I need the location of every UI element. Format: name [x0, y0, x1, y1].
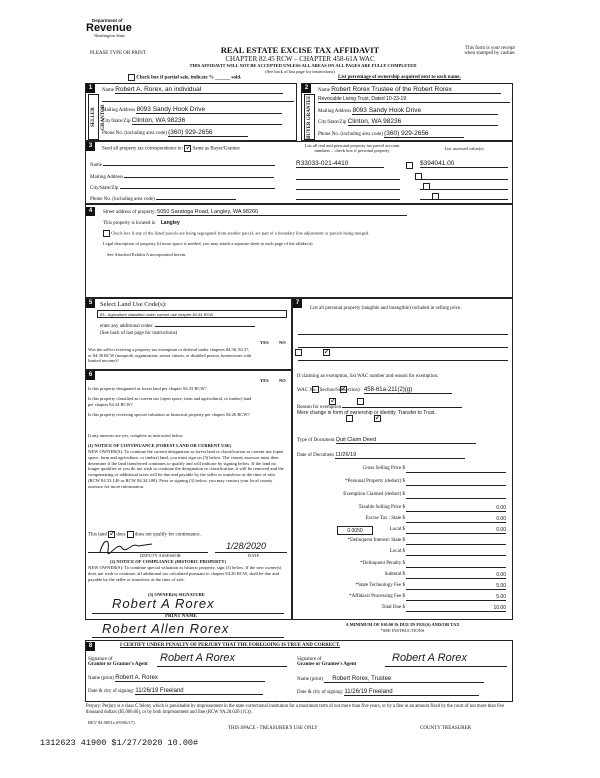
legal-desc-value[interactable]: See Attached Exhibit A incorporated herein. — [107, 252, 187, 257]
parcel-field-4[interactable] — [296, 193, 400, 200]
subtotal-value[interactable]: 0.00 — [406, 572, 506, 579]
grantor-signature[interactable]: Robert A Rorex — [160, 652, 235, 664]
rev-number: REV 84 0001a (09/06/17) — [88, 720, 135, 725]
notice1-text: NEW OWNER(S): To continue the current designation as forest land or classification as current use (open space, farm and agriculture, or timber) land, you must sign on (3) below. The county assessor must then determine if the land transferred continues to qualify and will indicate by signing below. If the land no longer qualifies or you do not wish to continue the designation or classification, it will be removed and the compensating or additional taxes will be due and payable by the seller or transferor at the time of sale. (RCW 84.33.140 or RCW 84.34.108). Prior to signing (3) below, you may contact your local county assessor for more information. — [88, 449, 284, 489]
section-4-badge: 4 — [86, 207, 95, 216]
form-notice: THIS AFFIDAVIT WILL NOT BE ACCEPTED UNLESS ALL AREAS ON ALL PAGES ARE FULLY COMPLETED — [189, 63, 417, 68]
segregated-row — [103, 230, 508, 237]
assessed-field-1[interactable]: $394041.00 — [420, 160, 508, 168]
tax-row-0-label: Gross Selling Price $ — [362, 466, 405, 471]
recording-stamp: 1312623 41900 $1/27/2020 10.00# — [40, 738, 199, 748]
seller-mailing-label: Mailing Address — [102, 108, 136, 113]
local-value[interactable]: 0.00 — [406, 527, 506, 534]
section-8-badge: 8 — [86, 642, 95, 651]
grantee-name-label: Name (print) — [297, 677, 323, 682]
partial-sale-checkbox[interactable] — [128, 74, 135, 81]
treasurer-use: THIS SPACE - TREASURER'S USE ONLY — [228, 726, 318, 731]
s3-mailing-field[interactable] — [124, 172, 274, 178]
grantee-sig-label-2: Grantee or Grantee's Agent — [297, 662, 357, 667]
s3-name-label: Name — [90, 163, 102, 168]
same-as-label: Same as Buyer/Grantee — [192, 146, 240, 152]
s3-phone-label: Phone No. (including area code) — [90, 197, 155, 202]
s6-q3: Is this property receiving special valuation as historical property per chapter 84.26 RCW? — [88, 412, 250, 417]
s3-phone-row — [90, 194, 288, 202]
additional-codes-row — [100, 321, 285, 329]
subtotal-label: Subtotal $ — [384, 572, 405, 577]
assessed-field-4[interactable] — [420, 193, 508, 200]
buyer-tab: BUYER GRANTEE — [304, 94, 315, 140]
seller-name-row — [102, 86, 294, 94]
buyer-mailing-row — [318, 107, 510, 115]
parcel-field-1[interactable]: R33033-021-4410 — [296, 160, 384, 168]
this-land-label: This land — [88, 532, 107, 538]
located-field[interactable]: Langley — [160, 220, 180, 226]
personal-line-1[interactable] — [298, 334, 508, 335]
section-7-badge: 7 — [293, 299, 302, 308]
parcel-header-line2: numbers – check box if personal property — [314, 148, 390, 153]
print-name-value[interactable]: Robert Allen Rorex — [102, 621, 230, 636]
grantor-sig-label-2: Grantor or Grantor's Agent — [88, 662, 148, 667]
notice2-title: (2) NOTICE OF COMPLIANCE (HISTORIC PROPERTY) — [110, 559, 226, 564]
notice2-text: NEW OWNER(S): To continue special valuation as historic property, sign (3) below. If the new owner(s) does not wish to continue, all additional tax calculated pursuant to chapter 84.26 RCW, shall be due and payable by the seller or transferor at the time of sale. — [88, 565, 282, 582]
qualify-label: qualify for continuance. — [152, 532, 201, 538]
s3-city-label: City/State/Zip — [90, 186, 119, 191]
minimum-notice: A MINIMUM OF $10.00 IS DUE IN FEE(S) AND/OR TAX — [345, 622, 460, 627]
tax-row-1-value[interactable] — [406, 479, 506, 486]
s5-no-header: NO — [279, 340, 286, 345]
s3-mailing-row — [90, 172, 288, 180]
additional-codes-label: enter any additional codes: — [100, 324, 154, 329]
grantor-name-row — [88, 675, 288, 682]
buyer-phone-label: Phone No. (including area code) — [318, 132, 383, 137]
grantee-sig-label-1: Signature of — [297, 657, 322, 662]
s3-name-row — [90, 160, 288, 168]
receipt-line1: This form is your receipt — [465, 46, 515, 51]
personal-line-2[interactable] — [298, 347, 508, 348]
located-label: This property is located in — [103, 221, 156, 226]
tax-row-3-label: Taxable Selling Price $ — [358, 505, 405, 510]
street-row — [103, 209, 503, 216]
owner-signature[interactable]: Robert A Rorex — [112, 596, 215, 611]
form-title: REAL ESTATE EXCISE TAX AFFIDAVIT — [220, 45, 380, 55]
tax-row-3-value[interactable]: 0.00 — [406, 505, 506, 512]
partial-sale — [128, 74, 241, 81]
s6-if-yes: If any answers are yes, complete as instructed below. — [88, 433, 184, 438]
seller-city-label: City/State/Zip — [102, 119, 131, 124]
s6-q2: Is this property classified as current use (open space, farm and agricultural, or timber) land per chapter 84.34 RCW? — [88, 396, 252, 407]
s3-mailing-label: Mailing Address — [90, 175, 124, 180]
send-correspondence — [102, 145, 292, 152]
grantee-sig-label — [297, 657, 356, 667]
form-subtitle: CHAPTER 82.45 RCW – CHAPTER 458-61A WAC — [225, 55, 375, 63]
doc-date-label: Date of Document — [297, 453, 334, 458]
delinquent-state-value[interactable] — [406, 538, 506, 545]
grantee-date-label: Date & city of signing: — [297, 690, 344, 695]
delinquent-local-label: Local $ — [389, 549, 405, 554]
parcel-header-line1: List all real and personal property tax parcel account — [304, 143, 400, 148]
grantor-name-field[interactable]: Robert A. Rorex — [115, 675, 265, 682]
s3-city-row — [90, 183, 288, 191]
grantor-name-label: Name (print) — [88, 676, 114, 681]
located-row — [103, 220, 403, 226]
reason-value: Mere change in form of ownership or identity. Transfer to Trust. — [297, 410, 436, 416]
print-name-line — [92, 637, 284, 638]
section-5-badge: 5 — [86, 299, 95, 308]
receipt-line2: when stamped by cashier. — [464, 51, 516, 56]
delinquent-local-value[interactable] — [406, 549, 506, 556]
grantor-sig-line — [157, 666, 287, 667]
tech-fee-value[interactable]: 5.00 — [406, 583, 506, 590]
processing-label: *Affidavit Processing Fee $ — [349, 594, 405, 599]
grantor-date-label: Date & city of signing: — [88, 689, 135, 694]
s5-yes-header: YES — [260, 340, 269, 345]
doc-type-field[interactable]: Quit Claim Deed — [336, 437, 476, 444]
certify-text: I CERTIFY UNDER PENALTY OF PERJURY THAT THE FOREGOING IS TRUE AND CORRECT. — [120, 643, 341, 648]
dept-line1: Department of — [92, 18, 123, 23]
tax-row-0-value[interactable] — [406, 466, 506, 473]
seller-mailing-field[interactable]: 8093 Sandy Hook Drive — [136, 106, 282, 114]
see-back: (See back of last page for instructions) — [265, 69, 335, 74]
see-instructions: *SEE INSTRUCTIONS — [380, 628, 425, 633]
buyer-name-field-2[interactable]: Revocable Living Trust, Dated 10-23-19 — [318, 96, 510, 103]
buyer-mailing-field[interactable]: 8093 Sandy Hook Drive — [352, 107, 498, 115]
reason-row — [297, 402, 509, 410]
doc-date-row — [297, 452, 509, 459]
grantee-date-row — [297, 689, 509, 696]
doc-type-label: Type of Document — [297, 438, 335, 443]
local-label: Local $ — [389, 527, 405, 532]
tax-row-2-value[interactable] — [406, 492, 506, 499]
list-personal: List all personal property (tangible and intangible) included in selling price. — [310, 306, 462, 311]
please-type: PLEASE TYPE OR PRINT — [90, 51, 146, 56]
assessed-field-2[interactable] — [420, 173, 508, 180]
dept-line2: Revenue — [86, 22, 132, 34]
notice1-title: (1) NOTICE OF CONTINUANCE (FOREST LAND OR CURRENT USE) — [88, 443, 232, 448]
delinquent-penalty-label: *Delinquent Penalty $ — [360, 561, 405, 566]
grantee-name-field[interactable]: Robert Rorex, Trustee — [324, 676, 484, 683]
street-field[interactable]: 5050 Saratoga Road, Langley, WA 98260 — [157, 209, 407, 216]
land-use-code-field[interactable]: 83 - Agriculture classified under current use chapter 84.34 RCW — [97, 310, 287, 318]
buyer-mailing-label: Mailing Address — [318, 109, 352, 114]
buyer-name-row — [318, 86, 510, 94]
buyer-city-field[interactable]: Clinton, WA 98236 — [348, 118, 498, 126]
wac-field[interactable]: 458-61a-211(2)(g) — [364, 387, 452, 394]
section-4 — [85, 204, 513, 298]
buyer-name-label: Name — [318, 88, 330, 93]
grantee-signature[interactable]: Robert A Rorex — [392, 652, 467, 664]
additional-codes-field[interactable] — [155, 321, 255, 327]
list-pct: List percentage of ownership acquired next to each name. — [338, 75, 461, 80]
does-label: does — [116, 532, 126, 538]
wac-label: WAC No. (Section/Subsection) — [297, 388, 360, 393]
grantee-date-field[interactable]: 11/26/19 Freeland — [344, 689, 479, 696]
s5-q1: Was the seller receiving a property tax exemption or deferral under chapters 84.36, 84.37, or 84.38 RCW (nonprofit organization, senior citizen, or disabled person, homeowner with limited income)? — [88, 347, 252, 363]
seller-name-line2 — [102, 101, 294, 102]
legal-desc-label: Legal description of property (if more space is needed, you may attach a separate sheet to each page of the affidavit) — [103, 241, 313, 246]
doc-type-row — [297, 437, 509, 444]
seller-city-field[interactable]: Clinton, WA 98236 — [132, 117, 282, 125]
seller-phone-field[interactable]: (360) 929-2656 — [168, 129, 248, 137]
grantee-name-row — [297, 676, 509, 683]
buyer-phone-row — [318, 130, 510, 138]
tax-row-4-value[interactable]: 0.00 — [406, 516, 506, 523]
tax-row-1-label: *Personal Property (deduct) $ — [345, 479, 405, 484]
print-name-label: PRINT NAME — [165, 614, 197, 619]
personal-line-3[interactable] — [298, 360, 508, 361]
dor-logo — [86, 18, 156, 48]
s3-phone-field[interactable] — [156, 194, 236, 200]
delinquent-state-label: *Delinquent Interest: State $ — [347, 538, 405, 543]
seller-phone-row — [102, 129, 294, 137]
seller-name-field[interactable]: Robert A. Rorex, an individual — [115, 86, 283, 94]
deputy-label: DEPUTY ASSESSOR — [140, 553, 181, 558]
processing-value[interactable]: 5.00 — [406, 594, 506, 601]
doc-date-field[interactable]: 11/26/19 — [335, 452, 465, 459]
street-label: Street address of property: — [103, 210, 156, 215]
buyer-phone-field[interactable]: (360) 929-2656 — [384, 130, 464, 138]
receipt-note — [430, 46, 550, 56]
s3-city-field[interactable] — [120, 183, 275, 189]
parcel-personal-checkbox-1[interactable] — [406, 162, 413, 169]
reason-field[interactable] — [342, 402, 462, 408]
owner-sig-label: (3) OWNER(S) SIGNATURE — [148, 592, 205, 597]
segregated-checkbox[interactable] — [103, 230, 110, 237]
tax-row-2-label: Exemption Claimed (deduct) $ — [343, 492, 405, 497]
section-2-badge: 2 — [302, 84, 311, 93]
tech-fee-label: *State Technology Fee $ — [355, 583, 405, 588]
section-3-badge: 3 — [86, 142, 95, 151]
buyer-city-row — [318, 118, 510, 126]
buyer-name-field[interactable]: Robert Rorex Trustee of the Robert Rorex — [331, 86, 501, 94]
total-label: Total Due $ — [381, 605, 405, 610]
assessed-field-3[interactable] — [420, 183, 508, 190]
delinquent-penalty-value[interactable] — [406, 561, 506, 568]
seller-city-row — [102, 117, 294, 125]
seller-name-label: Name — [102, 88, 114, 93]
s6-q1: Is this property designated as forest land per chapter 84.33 RCW? — [88, 386, 207, 391]
grantor-date-field[interactable]: 11/26/19 Freeland — [135, 688, 263, 695]
s6-yes-header: YES — [260, 378, 269, 383]
seller-mailing-row — [102, 106, 294, 114]
partial-sale-label: Check box if partial sale, indicate % ______ sold. — [136, 75, 242, 81]
perjury-text: Perjury: Perjury is a class C felony which is punishable by imprisonment in the state correctional institution for a maximum term of not more than five years, or by a fine in an amount fixed by the court of not more than five thousand dollars ($5,000.00), or by both imprisonment and fine (RCW 9A.20.020 (1C)). — [86, 704, 505, 715]
assessor-date: 1/28/2020 — [226, 541, 267, 551]
section-1-badge: 1 — [86, 84, 95, 93]
grantor-sig-label-1: Signature of — [88, 657, 113, 662]
local-rate-box[interactable]: 0.0050 — [337, 526, 373, 535]
land-use-label: Select Land Use Code(s): — [100, 301, 167, 308]
s5-see-back: (See back of last page for instructions) — [100, 331, 178, 336]
dept-line3: Washington State — [94, 33, 126, 38]
tax-row-4-label: Excise Tax : State $ — [365, 516, 405, 521]
same-as-buyer-checkbox[interactable] — [184, 145, 191, 152]
wac-row — [297, 387, 509, 394]
section-6-badge: 6 — [86, 371, 95, 380]
reason-label: Reason for exemption — [297, 405, 342, 410]
assessed-header: List assessed value(s) — [444, 146, 484, 151]
grantor-date-row — [88, 688, 288, 695]
grantee-sig-line — [385, 666, 507, 667]
buyer-city-label: City/State/Zip — [318, 120, 347, 125]
county-treasurer: COUNTY TREASURER — [420, 726, 471, 731]
parcel-field-3[interactable] — [296, 183, 400, 190]
segregated-label: Check box if any of the listed parcels are being segregated from another parcel, are part of a boundary line adjustment or parcels being merged. — [111, 230, 370, 236]
s6-no-header: NO — [279, 378, 286, 383]
claiming-label: If claiming an exemption, list WAC number and reason for exemption: — [297, 374, 439, 379]
seller-phone-label: Phone No. (including area code) — [102, 131, 167, 136]
date-label: DATE — [248, 553, 260, 558]
parcel-header — [296, 143, 408, 153]
s3-name-field[interactable] — [103, 160, 275, 166]
grantor-sig-label — [88, 657, 148, 667]
send-label: Send all property tax correspondence to: — [102, 146, 183, 152]
parcel-field-2[interactable] — [296, 173, 400, 180]
total-value[interactable]: 10.00 — [406, 605, 506, 612]
seller-tab: SELLER GRANTOR — [88, 94, 99, 140]
does-not-label: does not — [134, 532, 152, 538]
section-6 — [85, 370, 292, 620]
